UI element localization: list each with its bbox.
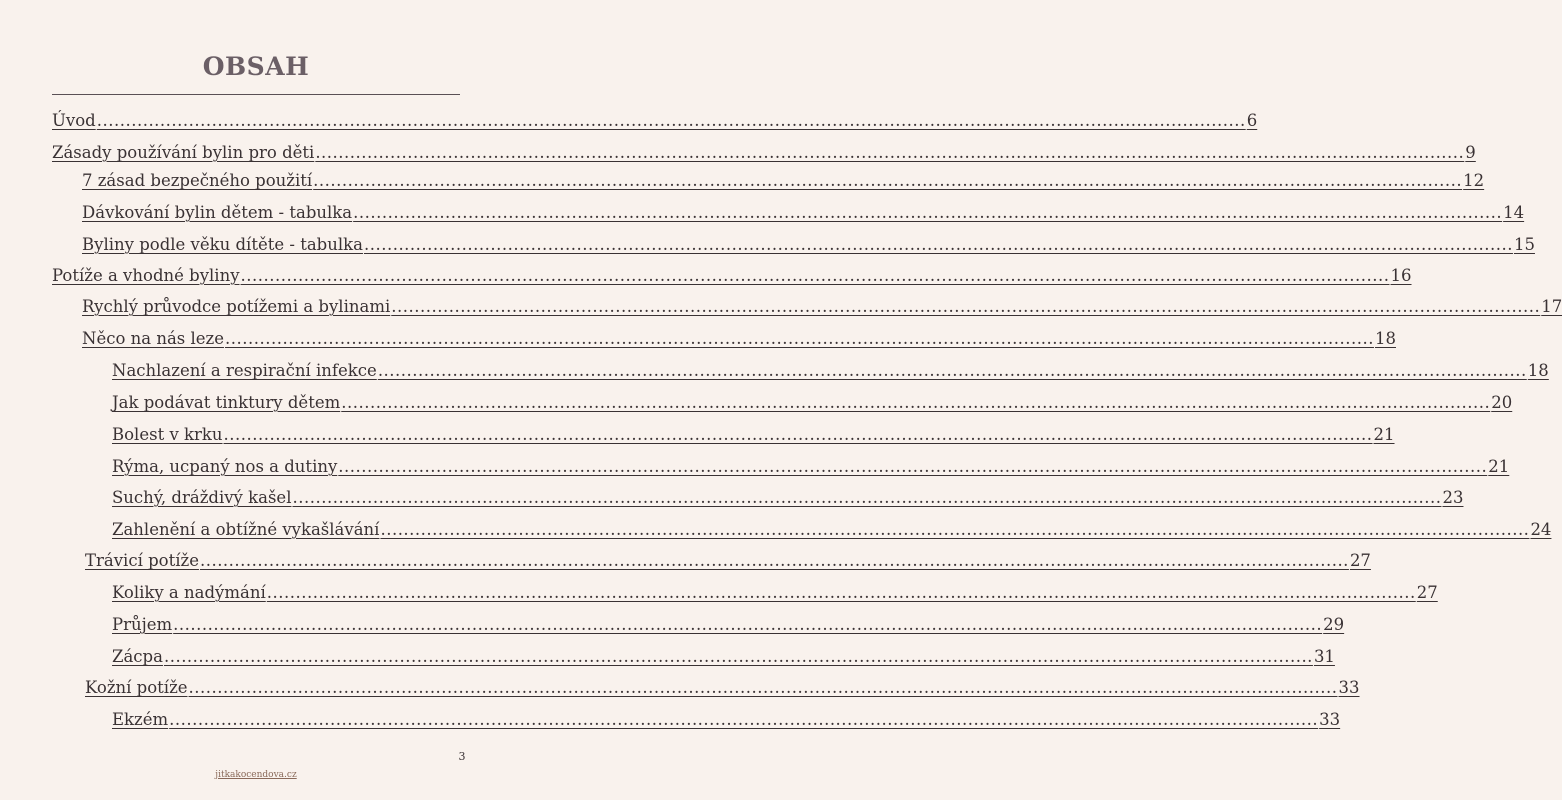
toc-leader-dots: ........................................................................................................................................................................................................	[163, 647, 1313, 666]
toc-entry-page: 14	[1503, 203, 1525, 222]
toc-entry-page: 31	[1313, 647, 1335, 666]
toc-entry-page: 18	[1375, 329, 1396, 348]
toc-entry-label: Něco na nás leze	[82, 329, 225, 348]
footer-website-link[interactable]: jitkakocendova.cz	[215, 770, 297, 780]
toc-leader-dots: ........................................................................................................................................................................................................	[240, 266, 1390, 285]
toc-leader-dots: ........................................................................................................................................................................................................	[377, 361, 1527, 380]
toc-leader-dots: ........................................................................................................................................................................................................	[341, 393, 1491, 412]
toc-entry[interactable]	[112, 424, 1395, 446]
toc-entry[interactable]	[82, 202, 1525, 224]
toc-entry-page: 6	[1246, 111, 1258, 130]
toc-entry-page: 9	[1465, 143, 1476, 162]
toc-entry[interactable]	[112, 360, 1549, 382]
toc-entry-label: Potíže a vhodné byliny	[52, 266, 240, 285]
toc-entry-label: Jak podávat tinktury dětem	[112, 393, 341, 412]
toc-entry-page: 33	[1319, 710, 1341, 729]
toc-entry[interactable]	[82, 296, 1562, 318]
toc-entry-label: Rychlý průvodce potížemi a bylinami	[82, 297, 391, 316]
toc-entry[interactable]	[82, 170, 1485, 192]
toc-leader-dots: ........................................................................................................................................................................................................	[266, 583, 1416, 602]
toc-entry[interactable]	[52, 110, 1258, 132]
toc-leader-dots: ........................................................................................................................................................................................................	[169, 710, 1319, 729]
toc-entry-label: Zácpa	[112, 647, 163, 666]
toc-entry-page: 18	[1527, 361, 1549, 380]
toc-entry[interactable]	[112, 519, 1552, 541]
toc-entry-page: 33	[1338, 678, 1360, 697]
toc-entry[interactable]	[52, 265, 1412, 287]
toc-leader-dots: ........................................................................................................................................................................................................	[353, 203, 1503, 222]
toc-entry-label: Zahlenění a obtížné vykašlávání	[112, 520, 380, 539]
toc-leader-dots: ........................................................................................................................................................................................................	[313, 171, 1463, 190]
toc-entry-page: 12	[1463, 171, 1485, 190]
toc-entry[interactable]	[82, 234, 1535, 256]
toc-leader-dots: ........................................................................................................................................................................................................	[380, 520, 1530, 539]
toc-entry[interactable]	[85, 677, 1360, 699]
toc-entry[interactable]	[112, 487, 1464, 509]
toc-entry-page: 23	[1442, 488, 1464, 507]
toc-leader-dots: ........................................................................................................................................................................................................	[225, 329, 1374, 348]
toc-leader-dots: ........................................................................................................................................................................................................	[338, 457, 1488, 476]
toc-leader-dots: ........................................................................................................................................................................................................	[96, 111, 1246, 130]
toc-entry-page: 20	[1491, 393, 1513, 412]
toc-entry-label: Kožní potíže	[85, 678, 188, 697]
toc-entry-label: Rýma, ucpaný nos a dutiny	[112, 457, 338, 476]
toc-entry-label: 7 zásad bezpečného použití	[82, 171, 313, 190]
toc-leader-dots: ........................................................................................................................................................................................................	[391, 297, 1541, 316]
toc-entry-page: 21	[1488, 457, 1510, 476]
toc-entry-label: Trávicí potíže	[85, 551, 199, 570]
page-number: 3	[458, 750, 466, 763]
toc-entry-label: Úvod	[52, 111, 96, 130]
toc-entry-label: Koliky a nadýmání	[112, 583, 266, 602]
toc-entry[interactable]	[112, 709, 1341, 731]
toc-entry-label: Byliny podle věku dítěte - tabulka	[82, 235, 363, 254]
toc-entry[interactable]	[112, 456, 1510, 478]
toc-entry-page: 21	[1373, 425, 1395, 444]
toc-entry[interactable]	[112, 392, 1513, 414]
toc-leader-dots: ........................................................................................................................................................................................................	[315, 143, 1465, 162]
toc-entry-label: Průjem	[112, 615, 173, 634]
toc-leader-dots: ........................................................................................................................................................................................................	[173, 615, 1323, 634]
toc-leader-dots: ........................................................................................................................................................................................................	[199, 551, 1349, 570]
toc-entry-page: 24	[1530, 520, 1552, 539]
toc-entry-label: Zásady používání bylin pro děti	[52, 143, 315, 162]
toc-entry[interactable]	[82, 328, 1396, 350]
toc-entry[interactable]	[112, 614, 1345, 636]
toc-entry-page: 27	[1416, 583, 1438, 602]
toc-entry[interactable]	[112, 646, 1335, 668]
title-divider	[52, 94, 460, 95]
toc-leader-dots: ........................................................................................................................................................................................................	[292, 488, 1442, 507]
toc-entry[interactable]	[112, 582, 1438, 604]
toc-entry-page: 16	[1390, 266, 1412, 285]
toc-leader-dots: ........................................................................................................................................................................................................	[188, 678, 1338, 697]
toc-entry-label: Suchý, dráždivý kašel	[112, 488, 292, 507]
toc-entry-page: 27	[1349, 551, 1371, 570]
toc-entry[interactable]	[52, 142, 1476, 164]
page-title: OBSAH	[202, 52, 310, 81]
toc-entry-label: Nachlazení a respirační infekce	[112, 361, 377, 380]
toc-leader-dots: ........................................................................................................................................................................................................	[223, 425, 1373, 444]
toc-entry-page: 15	[1513, 235, 1535, 254]
toc-entry[interactable]	[85, 550, 1371, 572]
toc-entry-label: Dávkování bylin dětem - tabulka	[82, 203, 353, 222]
toc-entry-page: 29	[1323, 615, 1345, 634]
toc-entry-page: 17	[1541, 297, 1562, 316]
toc-leader-dots: ........................................................................................................................................................................................................	[363, 235, 1513, 254]
toc-entry-label: Bolest v krku	[112, 425, 223, 444]
toc-entry-label: Ekzém	[112, 710, 169, 729]
